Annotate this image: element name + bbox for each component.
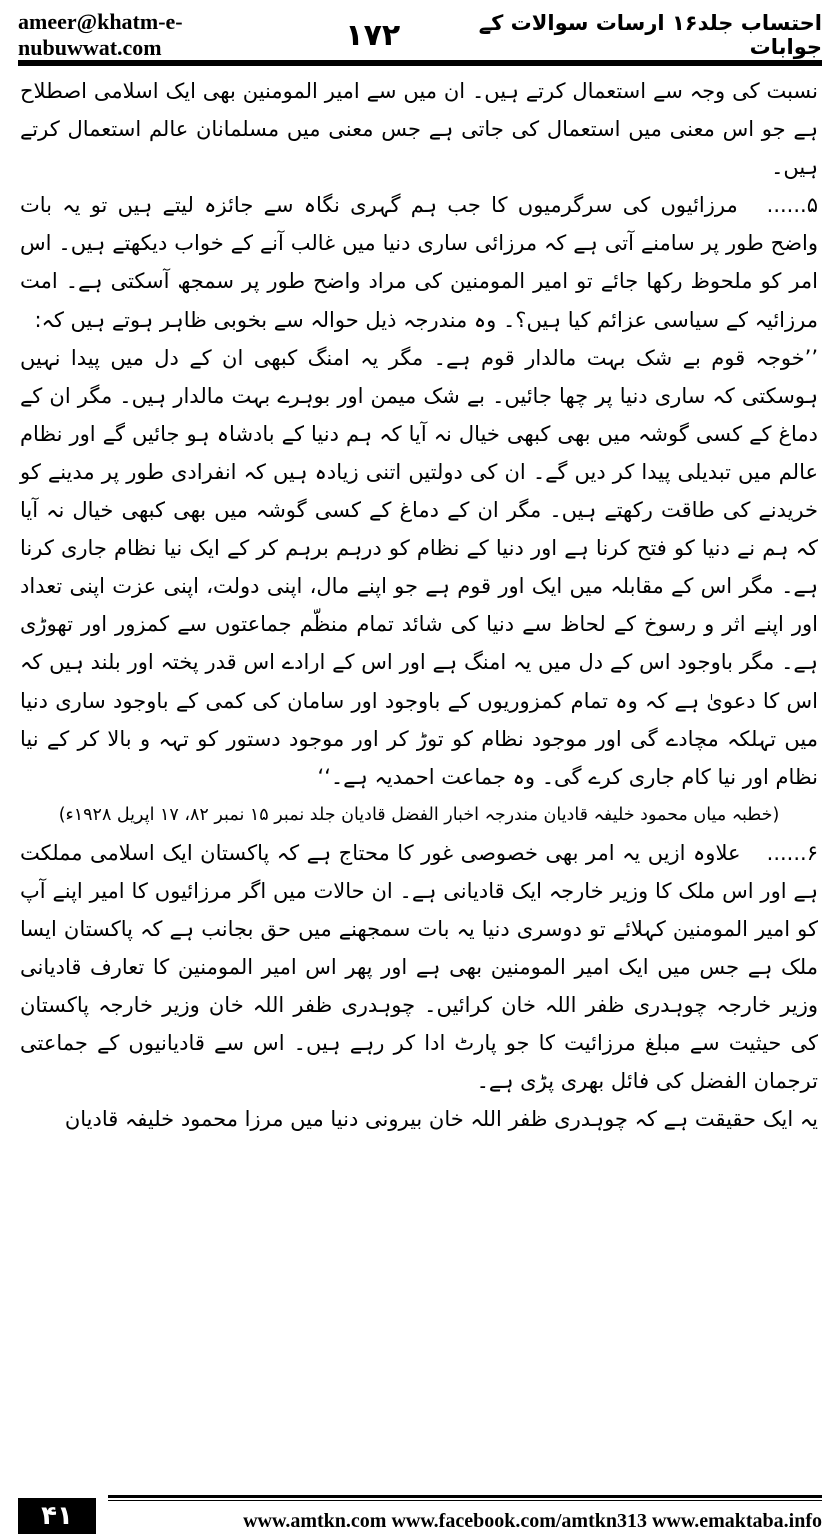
numbered-item-5 [20,186,818,338]
item-6-number: ۶...... [766,840,818,865]
header-email[interactable]: ameer@khatm-e-nubuwwat.com [18,9,183,60]
page-footer [18,1496,822,1536]
paragraph-last: یہ ایک حقیقت ہے کہ چوہدری ظفر اللہ خان بیرونی دنیا میں مرزا محمود خلیفہ قادیان [64,1107,818,1132]
header-left [18,9,400,61]
header-divider [18,60,822,66]
quotation: ’’خوجہ قوم بے شک بہت مالدار قوم ہے۔ مگر یہ امنگ کبھی ان کے دل میں پیدا نہیں ہوسکتی کہ ساری دنیا پر چھا جائیں۔ بے شک میمن اور بوہرے بہت مالدار ہیں۔ مگر ان کے دماغ کے کسی گوشہ میں بھی کبھی خیال نہ آیا کہ ہم دنیا کے بادشاہ ہو جائیں گے اور نظام عالم میں تبدیلی پیدا کر دیں گے۔ ان کی دولتیں اتنی زیادہ ہیں کہ انفرادی طور پر مدینے کو خریدنے کی طاقت رکھتے ہیں۔ مگر ان کے دماغ کے کسی گوشہ میں بھی کبھی خیال نہ آیا کہ ہم نے دنیا کو فتح کرنا ہے اور دنیا کے نظام کو درہم برہم کر کے ایک نیا نظام جاری کرنا ہے۔ مگر اس کے مقابلہ میں ایک اور قوم ہے جو اپنے مال، اپنی دولت، اپنی عزت اپنی تعداد اور اپنے اثر و رسوخ کے لحاظ سے دنیا کی شائد تمام منظّم جماعتوں سے کمزور اور تھوڑی ہے۔ مگر باوجود اس کے دل میں یہ امنگ ہے اور اس کے ارادے اس قدر پختہ اور بلند ہیں کہ اس کا دعویٰ ہے کہ وہ تمام کمزوریوں کے باوجود اور سامان کی کمی کے باوجود ساری دنیا میں تہلکہ مچادے گی اور موجود نظام کو توڑ کر اور موجود دستور کو تہہ و بالا کر کے نیا نظام اور نیا کام جاری کرے گی۔ وہ جماعت احمدیہ ہے۔‘‘ [20,345,818,789]
footer-links[interactable]: www.amtkn.com www.facebook.com/amtkn313 www.emaktaba.info [243,1509,822,1532]
book-title: احتساب جلد۱۶ ارسات سوالات کے جوابات [478,11,822,59]
quote-citation: (خطبہ میاں محمود خلیفہ قادیان مندرجہ اخبار الفضل قادیان جلد نمبر ۱۵ نمبر ۸۲، ۱۷ اپریل ۱۹۲۸ء) [58,804,780,825]
numbered-item-6 [20,834,818,1101]
item-5-text: مرزائیوں کی سرگرمیوں کا جب ہم گہری نگاہ سے جائزہ لیتے ہیں تو یہ بات واضح طور پر سامنے آتی ہے کہ مرزائی ساری دنیا میں غالب آنے کے خواب دیکھتے ہیں۔ اس امر کو ملحوظ رکھا جائے تو امیر المومنین کی مراد واضح طور پر سمجھ آسکتی ہے۔ امت مرزائیہ کے سیاسی عزائم کیا ہیں؟۔ وہ مندرجہ ذیل حوالہ سے بخوبی ظاہر ہوتے ہیں کہ: [20,193,818,332]
page-body [20,72,818,1139]
page-header [18,9,822,60]
item-5-number: ۵...... [766,193,818,218]
page-number: ۱۷۲ [345,17,401,53]
item-6-text: علاوہ ازیں یہ امر بھی خصوصی غور کا محتاج ہے کہ پاکستان ایک اسلامی مملکت ہے اور اس ملک کا وزیر خارجہ ایک قادیانی ہے۔ ان حالات میں اگر مرزائیوں کا امیر اپنے آپ کو امیر المومنین کہلائے تو دوسری دنیا یہ بات سمجھنے میں حق بجانب ہے کہ پاکستان ایسا ملک ہے جس میں ایک امیر المومنین بھی ہے اور پھر اس امیر المومنین کا تعارف قادیانی وزیر خارجہ چوہدری ظفر اللہ خان کرائیں۔ چوہدری ظفر اللہ خان وزیر خارجہ پاکستان کی حیثیت سے مبلغ مرزائیت کا جو پارٹ ادا کر رہے ہیں۔ اس سے قادیانیوں کے جماعتی ترجمان الفضل کی فائل بھری پڑی ہے۔ [20,840,818,1094]
paragraph-1: نسبت کی وجہ سے استعمال کرتے ہیں۔ ان میں سے امیر المومنین بھی ایک اسلامی اصطلاح ہے جو اس معنی میں استعمال کی جاتی ہے جس معنی میں مسلمانان عالم استعمال کرتے ہیں۔ [20,79,818,180]
footer-page-box: ۴۱ [18,1498,96,1534]
